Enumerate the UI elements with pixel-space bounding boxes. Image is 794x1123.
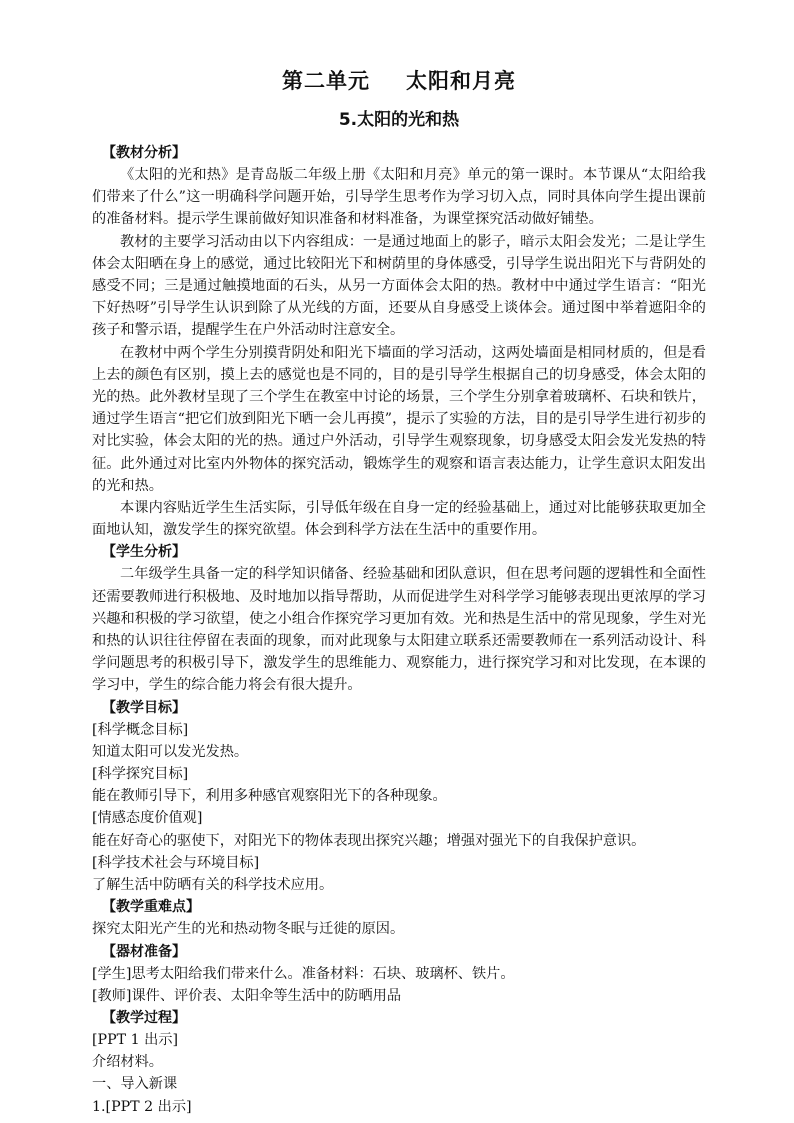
goal-line: [科学技术社会与环境目标]	[92, 854, 260, 871]
goal-line: 能在好奇心的驱使下，对阳光下的物体表现出探究兴趣；增强对强光下的自我保护意识。	[92, 832, 646, 849]
key-point-line: 探究太阳光产生的光和热动物冬眠与迁徙的原因。	[92, 921, 405, 938]
equipment-line: [学生]思考太阳给我们带来什么。准备材料：石块、玻璃杯、铁片。	[92, 965, 515, 982]
goal-line: [科学概念目标]	[92, 721, 189, 738]
section-heading-teaching-goals: 【教学目标】	[102, 699, 186, 716]
process-line: 一、导入新课	[92, 1076, 178, 1093]
section-heading-key-points: 【教学重难点】	[102, 899, 200, 916]
unit-title	[92, 66, 706, 96]
unit-name: 太阳和月亮	[406, 69, 516, 93]
paragraph: 本课内容贴近学生生活实际，引导低年级在自身一定的经验基础上，通过对比能够获取更加全面地认知，激发学生的探究欲望。体会到科学方法在生活中的重要作用。	[92, 500, 706, 539]
paragraph: 教材的主要学习活动由以下内容组成：一是通过地面上的影子，暗示太阳会发光；二是让学生体会太阳晒在身上的感觉，通过比较阳光下和树荫里的身体感受，引导学生说出阳光下与背阴处的感受不同；三是通过触摸地面的石头，从另一方面体会太阳的热。教材中中通过学生语言：“阳光下好热呀”引导学生认识到除了从光线的方面，还要从自身感受上谈体会。通过图中举着遮阳伞的孩子和警示语，提醒学生在户外活动时注意安全。	[92, 233, 706, 339]
goal-line: 了解生活中防晒有关的科学技术应用。	[92, 877, 334, 894]
unit-number: 第二单元	[282, 69, 370, 93]
process-line: [PPT 1 出示]	[92, 1031, 179, 1048]
equipment-line: [教师]课件、评价表、太阳伞等生活中的防晒用品	[92, 987, 402, 1004]
paragraph: 在教材中两个学生分别摸背阴处和阳光下墙面的学习活动，这两处墙面是相同材质的，但是看上去的颜色有区别，摸上去的感觉也是不同的，目的是引导学生根据自己的切身感受，体会太阳的光的热。此外教材呈现了三个学生在教室中讨论的场景，三个学生分别拿着玻璃杯、石块和铁片，通过学生语言“把它们放到阳光下晒一会儿再摸”，提示了实验的方法，目的是引导学生进行初步的对比实验，体会太阳的光的热。通过户外活动，引导学生观察现象，切身感受太阳会发光发热的特征。此外通过对比室内外物体的探究活动，锻炼学生的观察和语言表达能力，让学生意识太阳发出的光和热。	[92, 344, 706, 494]
goal-line: [科学探究目标]	[92, 766, 189, 783]
goal-line: [情感态度价值观]	[92, 810, 203, 827]
paragraph: 二年级学生具备一定的科学知识储备、经验基础和团队意识，但在思考问题的逻辑性和全面性还需要教师进行积极地、及时地加以指导帮助，从而促进学生对科学学习能够表现出更浓厚的学习兴趣和积极的学习欲望，使之小组合作探究学习更加有效。光和热是生活中的常见现象，学生对光和热的认识往往停留在表面的现象，而对此现象与太阳建立联系还需要教师在一系列活动设计、科学问题思考的积极引导下，激发学生的思维能力、观察能力，进行探究学习和对比发现，在本课的学习中，学生的综合能力将会有很大提升。	[92, 566, 706, 694]
goal-line: 能在教师引导下，利用多种感官观察阳光下的各种现象。	[92, 788, 447, 805]
process-line: 1.[PPT 2 出示]	[92, 1098, 192, 1115]
section-heading-student-analysis: 【学生分析】	[102, 544, 186, 561]
process-line: 介绍材料。	[92, 1054, 163, 1071]
lesson-title: 5.太阳的光和热	[338, 110, 460, 130]
goal-line: 知道太阳可以发光发热。	[92, 743, 249, 760]
paragraph: 《太阳的光和热》是青岛版二年级上册《太阳和月亮》单元的第一课时。本节课从“太阳给我们带来了什么”这一明确科学问题开始，引导学生思考作为学习切入点，同时具体向学生提出课前的准备材料。提示学生课前做好知识准备和材料准备，为课堂探究活动做好铺垫。	[92, 167, 706, 228]
section-heading-material-analysis: 【教材分析】	[102, 145, 186, 161]
section-heading-process: 【教学过程】	[102, 1009, 186, 1026]
section-heading-equipment: 【器材准备】	[102, 943, 186, 960]
